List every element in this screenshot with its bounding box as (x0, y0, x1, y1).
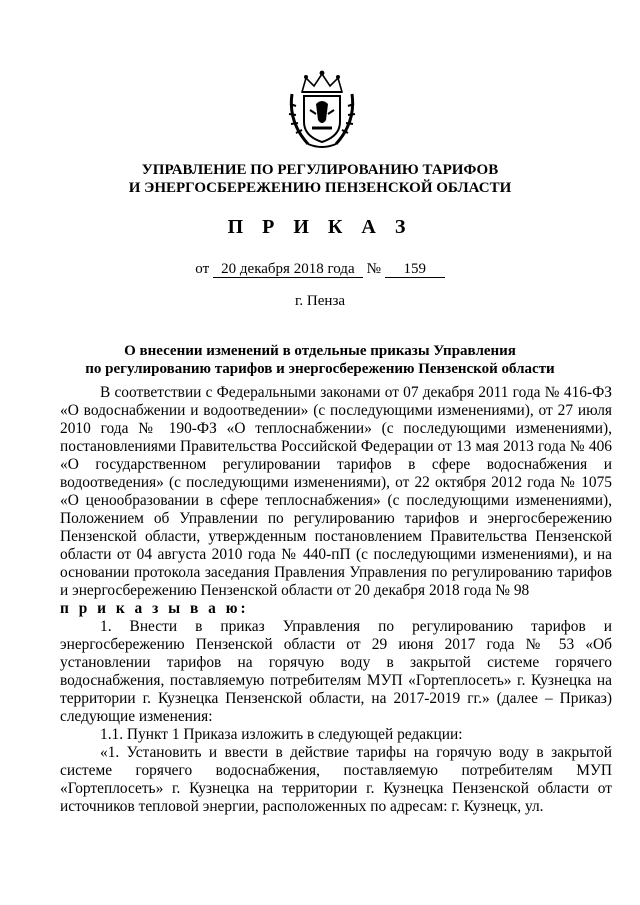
coat-of-arms-icon (286, 70, 358, 152)
quoted-item-paragraph: «1. Установить и ввести в действие тарифы на горячую воду в закрытой системе горячего водоснабжения, поставляемую потребителям МУП «Гортеплосеть» г. Кузнецка на территории г. Кузнецка Пензенской области от источников тепловой энергии, расположенных по адресам: г. Кузнецк, ул. (60, 744, 612, 815)
document-type-title: П Р И К А З (227, 216, 413, 238)
order-date: 20 декабря 2018 года (213, 261, 363, 278)
date-prefix: от (195, 261, 210, 277)
subject-line2: по регулированию тарифов и энергосбережению Пензенской области (85, 361, 555, 377)
order-number: 159 (385, 261, 445, 278)
item-1-1-paragraph: 1.1. Пункт 1 Приказа изложить в следующей редакции: (100, 726, 463, 743)
number-sign: № (366, 261, 381, 277)
intro-paragraph: В соответствии с Федеральными законами от 07 декабря 2011 года № 416-ФЗ «О водоснабжении и водоотведении» (с последующими изменениями), от 27 июля 2010 года № 190-ФЗ «О теплоснабжении» (с последующими изменениями), постановлениями Правительства Российской Федерации от 13 мая 2013 года № 406 «О государственном регулировании тарифов в сфере водоснабжения и водоотведения» (с последующими изменениями), от 22 октября 2012 года № 1075 «О ценообразовании в сфере теплоснабжения» (с последующими изменениями), Положением об Управлении по регулированию тарифов и энергосбережению Пензенской области, утвержденным постановлением Правительства Пензенской области от 04 августа 2010 года № 440-пП (с последующими изменениями), и на основании протокола заседания Правления Управления по регулированию тарифов и энергосбережению Пензенской области от 20 декабря 2018 года № 98 (60, 384, 612, 599)
document-body (60, 384, 612, 816)
organization-name-line2: И ЭНЕРГОСБЕРЕЖЕНИЮ ПЕНЗЕНСКОЙ ОБЛАСТИ (128, 180, 512, 196)
item-1-paragraph: 1. Внести в приказ Управления по регулированию тарифов и энергосбережению Пензенской области от 29 июня 2017 года № 53 «Об установлении тарифов на горячую воду в закрытой системе горячего водоснабжения, поставляемую потребителям МУП «Гортеплосеть» г. Кузнецка на территории г. Кузнецка Пензенской области, на 2017-2019 гг.» (далее – Приказ) следующие изменения: (60, 618, 612, 725)
subject-line1: О внесении изменений в отдельные приказы Управления (124, 343, 516, 359)
date-number-line (0, 261, 640, 278)
organization-name-line1: УПРАВЛЕНИЕ ПО РЕГУЛИРОВАНИЮ ТАРИФОВ (141, 162, 499, 178)
city: г. Пенза (294, 293, 346, 309)
order-word: п р и к а з ы в а ю: (60, 600, 249, 617)
